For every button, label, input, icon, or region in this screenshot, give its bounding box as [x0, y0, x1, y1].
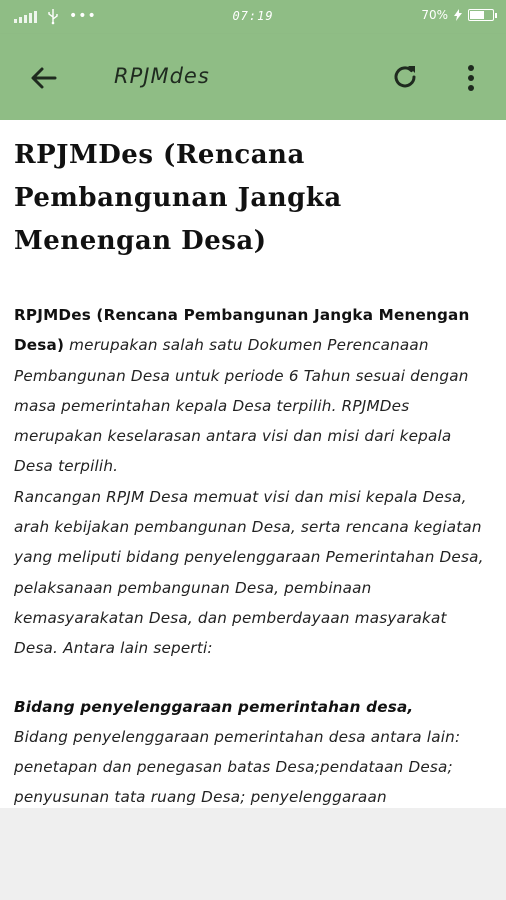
status-time: 07:19 [232, 9, 274, 23]
section-text: Bidang penyelenggaraan pemerintahan desa antara lain: penetapan dan penegasan batas Desa;pendataan Desa; penyusunan tata ruang Desa; penyelenggaraan [14, 727, 461, 807]
intro-bold: RPJMDes (Rencana Pembangunan Jangka Menengan Desa) [14, 306, 470, 355]
refresh-icon[interactable] [389, 61, 421, 93]
battery-percent: 70% [421, 8, 448, 22]
status-bar [0, 0, 506, 34]
article-heading: RPJMDes (Rencana Pembangunan Jangka Menengan Desa) [14, 140, 342, 256]
intro-text: merupakan salah satu Dokumen Perencanaan Pembangunan Desa untuk periode 6 Tahun sesuai dengan masa pemerintahan kepala Desa terpilih. RPJMDes merupakan keselarasan antara visi dan misi dari kepala Desa terpilih. [14, 336, 469, 476]
back-arrow-icon[interactable] [28, 62, 60, 94]
charging-icon [454, 9, 462, 21]
article-content [0, 120, 506, 808]
app-bar [0, 34, 506, 120]
battery-fill [470, 11, 484, 19]
intro-paragraph [14, 300, 488, 664]
intro-text-2: Rancangan RPJM Desa memuat visi dan misi kepala Desa, arah kebijakan pembangunan Desa, serta rencana kegiatan yang meliputi bidang penyelenggaraan Pemerintahan Desa, pelaksanaan pembangunan Desa, pembinaan kemasyarakatan Desa, dan pemberdayaan masyarakat Desa. Antara lain seperti: [14, 487, 484, 658]
more-notifications-icon: ••• [69, 8, 97, 24]
bottom-area [0, 808, 506, 900]
section-heading: Bidang penyelenggaraan pemerintahan desa, [14, 697, 414, 716]
battery-icon [468, 9, 494, 21]
app-title: RPJMdes [114, 64, 210, 88]
status-right [421, 8, 494, 22]
more-vert-icon[interactable] [456, 62, 486, 94]
